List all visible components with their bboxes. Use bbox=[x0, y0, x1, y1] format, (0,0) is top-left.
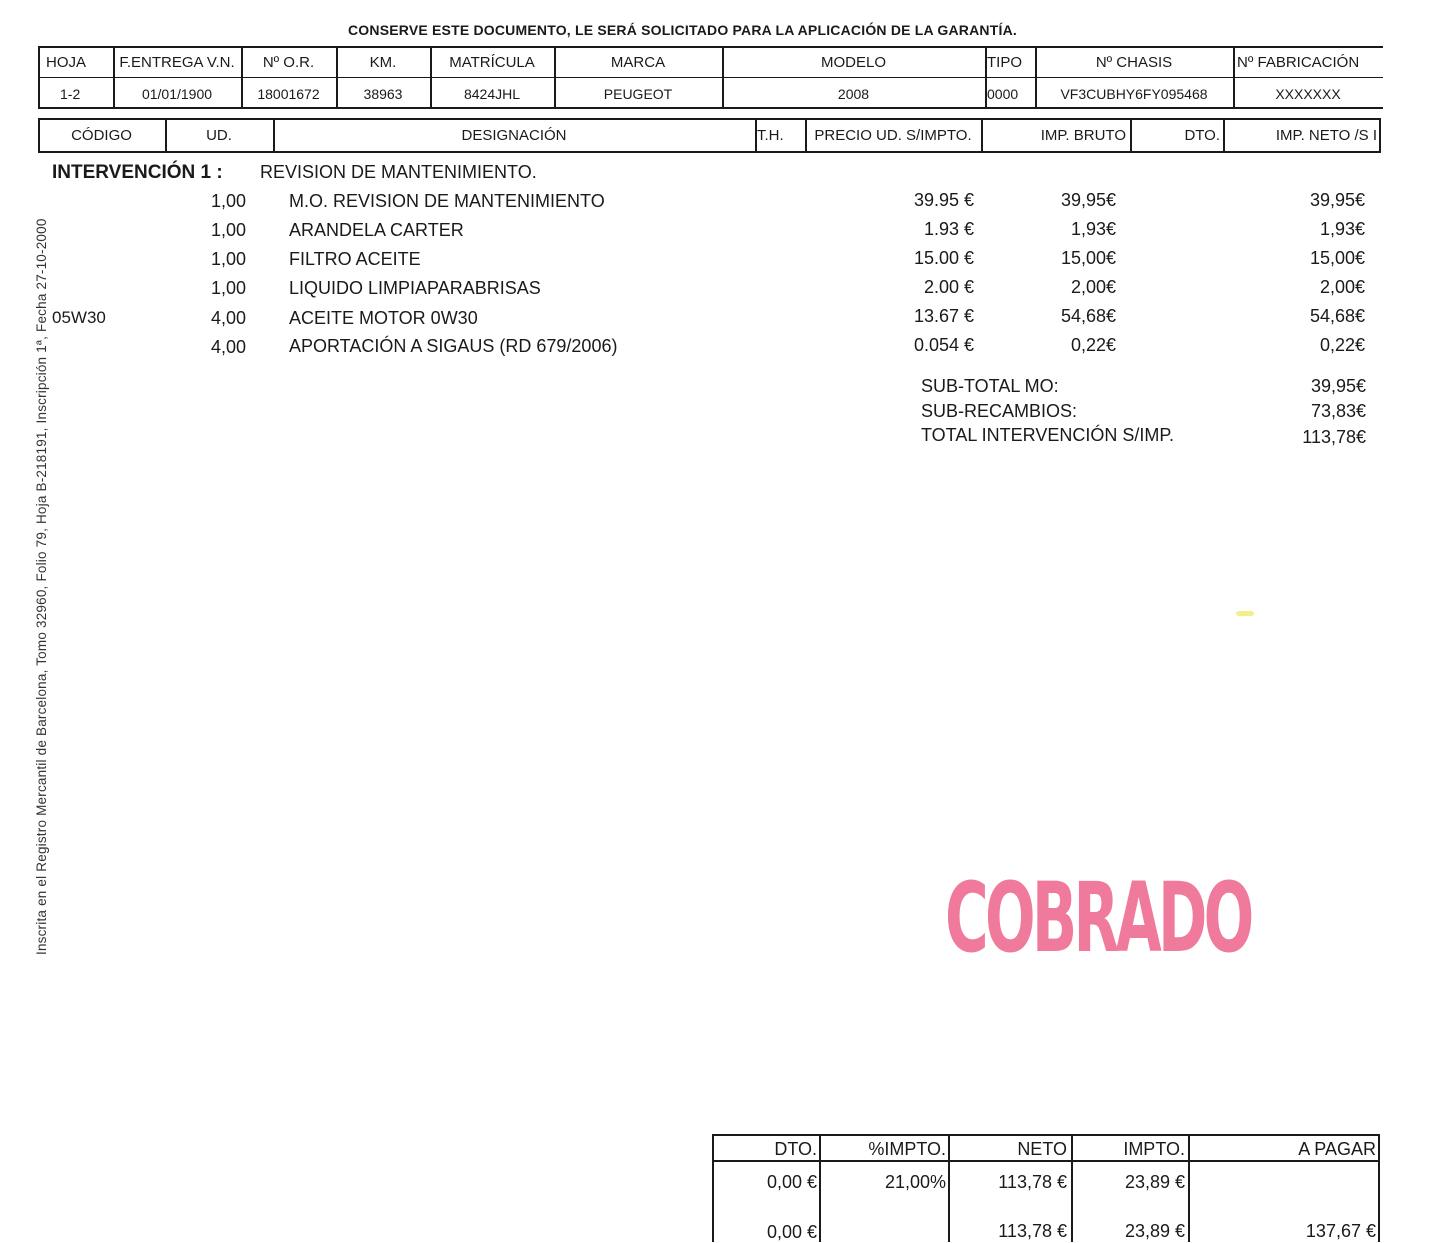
item-qty: 1,00 bbox=[210, 278, 246, 298]
col-marca: MARCA bbox=[610, 54, 666, 71]
total-dto: 0,00 € bbox=[766, 1172, 817, 1192]
col-dto: DTO. bbox=[1184, 127, 1220, 144]
col-entrega: F.ENTREGA V.N. bbox=[119, 54, 235, 71]
col-km: KM. bbox=[369, 54, 397, 71]
subtotal-value: 73,83€ bbox=[1310, 401, 1366, 421]
grand-impto: 23,89 € bbox=[1124, 1221, 1185, 1241]
item-desc: ARANDELA CARTER bbox=[289, 220, 464, 240]
item-net: 15,00€ bbox=[1309, 248, 1365, 268]
item-gross: 1,93€ bbox=[1070, 219, 1116, 239]
item-gross: 15,00€ bbox=[1060, 248, 1116, 268]
grand-a-pagar: 137,67 € bbox=[1305, 1221, 1376, 1241]
total-impto: 23,89 € bbox=[1124, 1172, 1185, 1192]
item-price: 0.054 € bbox=[913, 335, 974, 355]
val-or: 18001672 bbox=[257, 86, 320, 102]
item-desc: FILTRO ACEITE bbox=[289, 249, 421, 269]
grand-neto: 113,78 € bbox=[998, 1221, 1067, 1241]
col-hoja: HOJA bbox=[46, 54, 87, 71]
item-net: 1,93€ bbox=[1319, 219, 1365, 239]
item-net: 2,00€ bbox=[1319, 277, 1365, 297]
item-net: 39,95€ bbox=[1309, 190, 1365, 210]
col-modelo: MODELO bbox=[820, 54, 886, 71]
val-entrega: 01/01/1900 bbox=[141, 86, 213, 102]
paid-stamp bbox=[945, 862, 1251, 974]
item-price: 13.67 € bbox=[913, 306, 974, 326]
item-net: 54,68€ bbox=[1309, 306, 1365, 326]
grand-dto: 0,00 € bbox=[766, 1222, 817, 1242]
val-fabricacion: XXXXXXX bbox=[1275, 86, 1341, 102]
col-total-dto: DTO. bbox=[774, 1139, 817, 1159]
item-gross: 2,00€ bbox=[1070, 277, 1116, 297]
col-th: T.H. bbox=[757, 127, 784, 144]
item-price: 1.93 € bbox=[923, 219, 974, 239]
val-hoja: 1-2 bbox=[60, 86, 81, 102]
col-imp-bruto: IMP. BRUTO bbox=[1040, 127, 1126, 144]
val-tipo: 0000 bbox=[987, 86, 1019, 102]
item-desc: LIQUIDO LIMPIAPARABRISAS bbox=[289, 278, 541, 298]
warranty-notice: CONSERVE ESTE DOCUMENTO, LE SERÁ SOLICITADO PARA LA APLICACIÓN DE LA GARANTÍA. bbox=[348, 22, 1017, 38]
col-total-a-pagar: A PAGAR bbox=[1298, 1139, 1376, 1159]
intervention-title: REVISION DE MANTENIMIENTO. bbox=[260, 162, 537, 182]
registry-info: Inscrita en el Registro Mercantil de Barcelona, Tomo 32960, Folio 79, Hoja B-218191, Inscripción 1ª, Fecha 27-10-2000 bbox=[34, 218, 49, 955]
item-qty: 1,00 bbox=[210, 249, 246, 269]
col-chasis: Nº CHASIS bbox=[1095, 54, 1173, 71]
item-gross: 39,95€ bbox=[1060, 190, 1116, 210]
col-precio: PRECIO UD. S/IMPTO. bbox=[814, 127, 972, 144]
col-matricula: MATRÍCULA bbox=[449, 54, 535, 71]
col-total-impto-pct: %IMPTO. bbox=[868, 1139, 946, 1159]
col-total-impto: IMPTO. bbox=[1123, 1139, 1185, 1159]
subtotal-label: TOTAL INTERVENCIÓN S/IMP. bbox=[921, 425, 1175, 445]
item-desc: ACEITE MOTOR 0W30 bbox=[289, 308, 478, 328]
col-total-neto: NETO bbox=[1017, 1139, 1067, 1159]
col-tipo: TIPO bbox=[987, 54, 1023, 71]
val-matricula: 8424JHL bbox=[463, 86, 521, 102]
val-marca: PEUGEOT bbox=[603, 86, 673, 102]
item-desc: APORTACIÓN A SIGAUS (RD 679/2006) bbox=[289, 336, 618, 356]
highlight-mark bbox=[1236, 611, 1254, 616]
item-gross: 54,68€ bbox=[1060, 306, 1116, 326]
item-gross: 0,22€ bbox=[1070, 335, 1116, 355]
val-modelo: 2008 bbox=[837, 86, 870, 102]
col-imp-neto: IMP. NETO /S I bbox=[1275, 127, 1377, 144]
col-ud: UD. bbox=[206, 127, 232, 144]
total-impto-pct: 21,00% bbox=[884, 1172, 946, 1192]
col-fabricacion: Nº FABRICACIÓN bbox=[1237, 54, 1360, 71]
item-qty: 1,00 bbox=[210, 191, 246, 211]
subtotal-label: SUB-RECAMBIOS: bbox=[921, 401, 1078, 421]
item-price: 39.95 € bbox=[913, 190, 974, 210]
item-price: 15.00 € bbox=[913, 248, 974, 268]
item-qty: 4,00 bbox=[210, 308, 246, 328]
item-net: 0,22€ bbox=[1319, 335, 1365, 355]
col-codigo: CÓDIGO bbox=[71, 127, 132, 144]
val-chasis: VF3CUBHY6FY095468 bbox=[1060, 86, 1208, 102]
col-or: Nº O.R. bbox=[262, 54, 315, 71]
subtotal-value: 39,95€ bbox=[1310, 376, 1366, 396]
item-desc: M.O. REVISION DE MANTENIMIENTO bbox=[289, 191, 605, 211]
total-neto: 113,78 € bbox=[998, 1172, 1067, 1192]
item-code: 05W30 bbox=[52, 308, 106, 327]
subtotal-value: 113,78€ bbox=[1302, 427, 1366, 447]
col-designacion: DESIGNACIÓN bbox=[461, 127, 567, 144]
subtotal-label: SUB-TOTAL MO: bbox=[921, 376, 1059, 396]
item-price: 2.00 € bbox=[923, 277, 974, 297]
item-qty: 4,00 bbox=[210, 337, 246, 357]
intervention-label: INTERVENCIÓN 1 : bbox=[52, 162, 223, 183]
paid-stamp-text: COBRADO bbox=[945, 862, 1251, 974]
item-qty: 1,00 bbox=[210, 220, 246, 240]
val-km: 38963 bbox=[363, 86, 403, 102]
